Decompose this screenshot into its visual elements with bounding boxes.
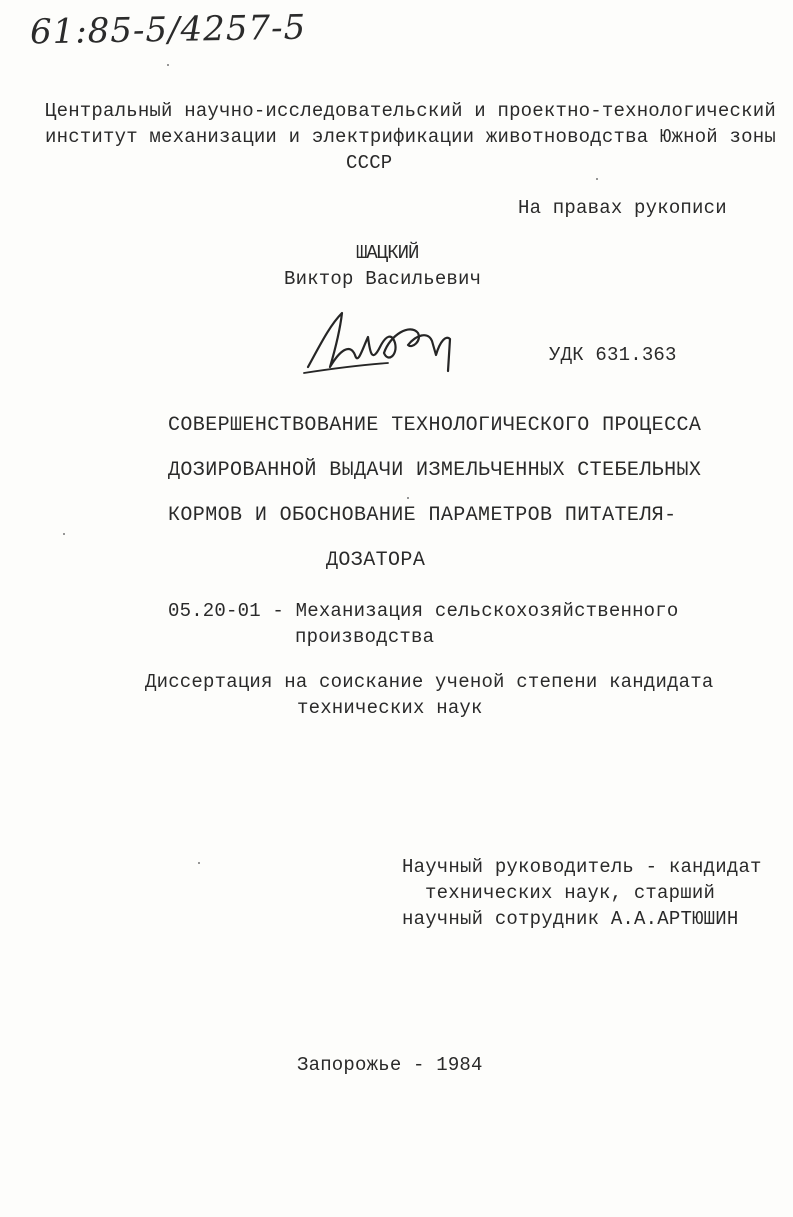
udc-code: УДК 631.363 xyxy=(549,344,677,366)
scan-speck xyxy=(167,64,169,66)
institute-line-2: институт механизации и электрификации животноводства Южной зоны xyxy=(45,126,776,148)
scan-speck xyxy=(198,862,200,864)
scan-speck xyxy=(407,497,409,499)
specialty-line-1: 05.20-01 - Механизация сельскохозяйственного xyxy=(168,600,679,622)
scan-speck xyxy=(596,178,598,180)
specialty-line-2: производства xyxy=(295,626,435,648)
author-surname: ШАЦКИЙ xyxy=(356,242,419,264)
handwritten-archive-code: 61:85-5/4257-5 xyxy=(29,7,307,53)
title-line-3: КОРМОВ И ОБОСНОВАНИЕ ПАРАМЕТРОВ ПИТАТЕЛЯ- xyxy=(168,504,677,527)
author-name: Виктор Васильевич xyxy=(284,268,482,290)
title-line-2: ДОЗИРОВАННОЙ ВЫДАЧИ ИЗМЕЛЬЧЕННЫХ СТЕБЕЛЬНЫХ xyxy=(168,459,702,482)
supervisor-line-1: Научный руководитель - кандидат xyxy=(402,856,762,878)
title-line-4: ДОЗАТОРА xyxy=(326,549,426,572)
institute-line-3: СССР xyxy=(346,152,393,174)
dissertation-line-1: Диссертация на соискание ученой степени кандидата xyxy=(145,671,714,693)
supervisor-line-2: технических наук, старший xyxy=(425,882,716,904)
place-and-year: Запорожье - 1984 xyxy=(297,1054,483,1076)
scan-speck xyxy=(63,533,65,535)
manuscript-rights: На правах рукописи xyxy=(518,197,727,219)
title-line-1: СОВЕРШЕНСТВОВАНИЕ ТЕХНОЛОГИЧЕСКОГО ПРОЦЕССА xyxy=(168,414,702,437)
institute-line-1: Центральный научно-исследовательский и проектно-технологический xyxy=(45,100,776,122)
author-signature xyxy=(300,305,470,380)
supervisor-line-3: научный сотрудник А.А.АРТЮШИН xyxy=(402,908,739,930)
dissertation-line-2: технических наук xyxy=(297,697,483,719)
